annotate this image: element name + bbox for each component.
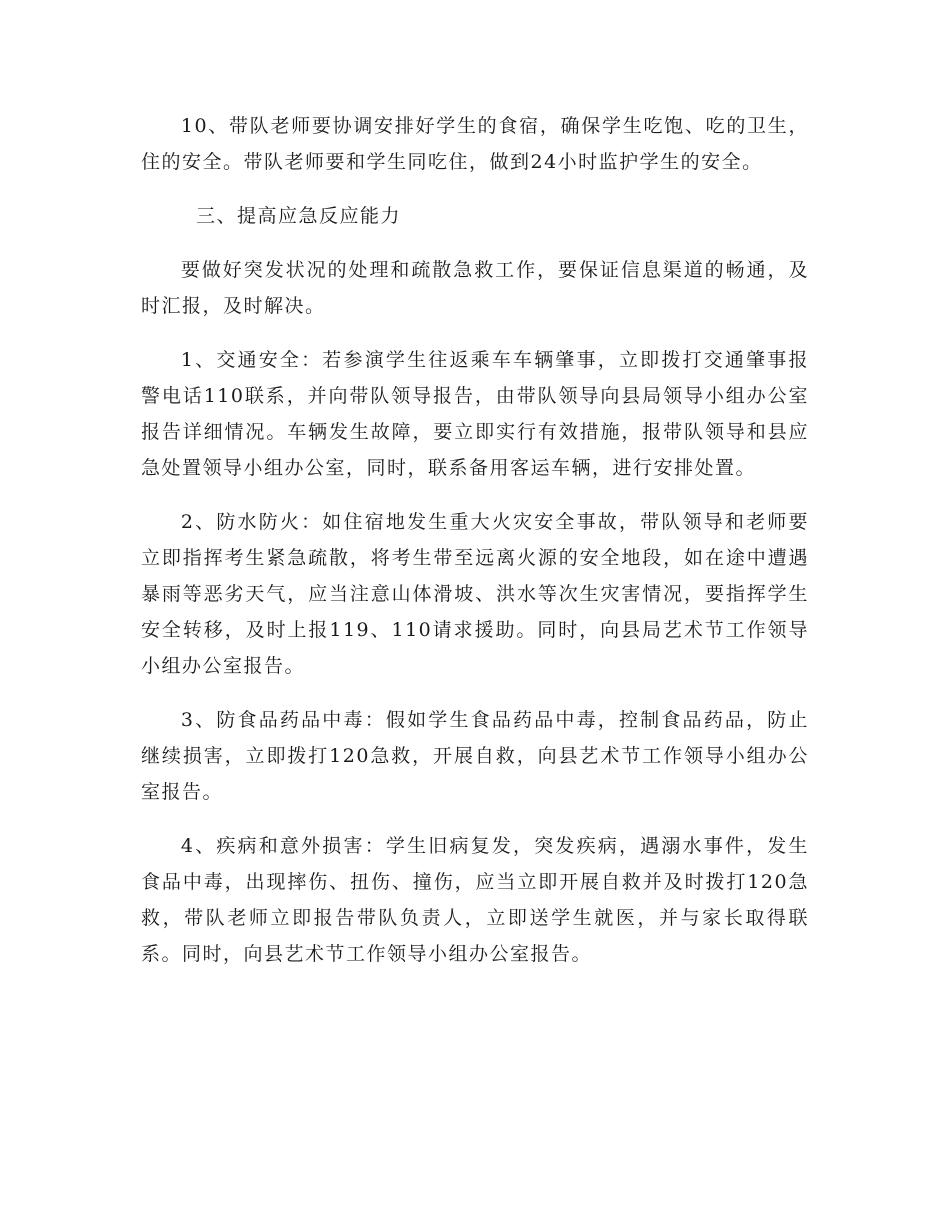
paragraph-traffic-safety: 1、交通安全：若参演学生往返乘车车辆肇事，立即拨打交通肇事报警电话110联系，并向带队领导报告，由带队领导向县局领导小组办公室报告详细情况。车辆发生故障，要立即实行有效措施，报带队领导和县应急处置领导小组办公室，同时，联系备用客运车辆，进行安排处置。 [141,349,809,479]
section-heading-emergency-response: 三、提高应急反应能力 [196,205,402,227]
paragraph-item-10: 10、带队老师要协调安排好学生的食宿，确保学生吃饱、吃的卫生，住的安全。带队老师要和学生同吃住，做到24小时监护学生的安全。 [141,115,809,173]
paragraph-emergency-intro: 要做好突发状况的处理和疏散急救工作，要保证信息渠道的畅通，及时汇报，及时解决。 [141,259,809,317]
paragraph-flood-fire-prevention: 2、防水防火：如住宿地发生重大火灾安全事故，带队领导和老师要立即指挥考生紧急疏散，将考生带至远离火源的安全地段，如在途中遭遇暴雨等恶劣天气，应当注意山体滑坡、洪水等次生灾害情况，要指挥学生安全转移，及时上报119、110请求援助。同时，向县局艺术节工作领导小组办公室报告。 [141,511,809,677]
paragraph-illness-accident: 4、疾病和意外损害：学生旧病复发，突发疾病，遇溺水事件，发生食品中毒，出现摔伤、扭伤、撞伤，应当立即开展自救并及时拨打120急救，带队老师立即报告带队负责人，立即送学生就医，并与家长取得联系。同时，向县艺术节工作领导小组办公室报告。 [141,835,809,965]
document-body [141,108,809,990]
paragraph-food-poisoning: 3、防食品药品中毒：假如学生食品药品中毒，控制食品药品，防止继续损害，立即拨打120急救，开展自救，向县艺术节工作领导小组办公室报告。 [141,709,809,803]
